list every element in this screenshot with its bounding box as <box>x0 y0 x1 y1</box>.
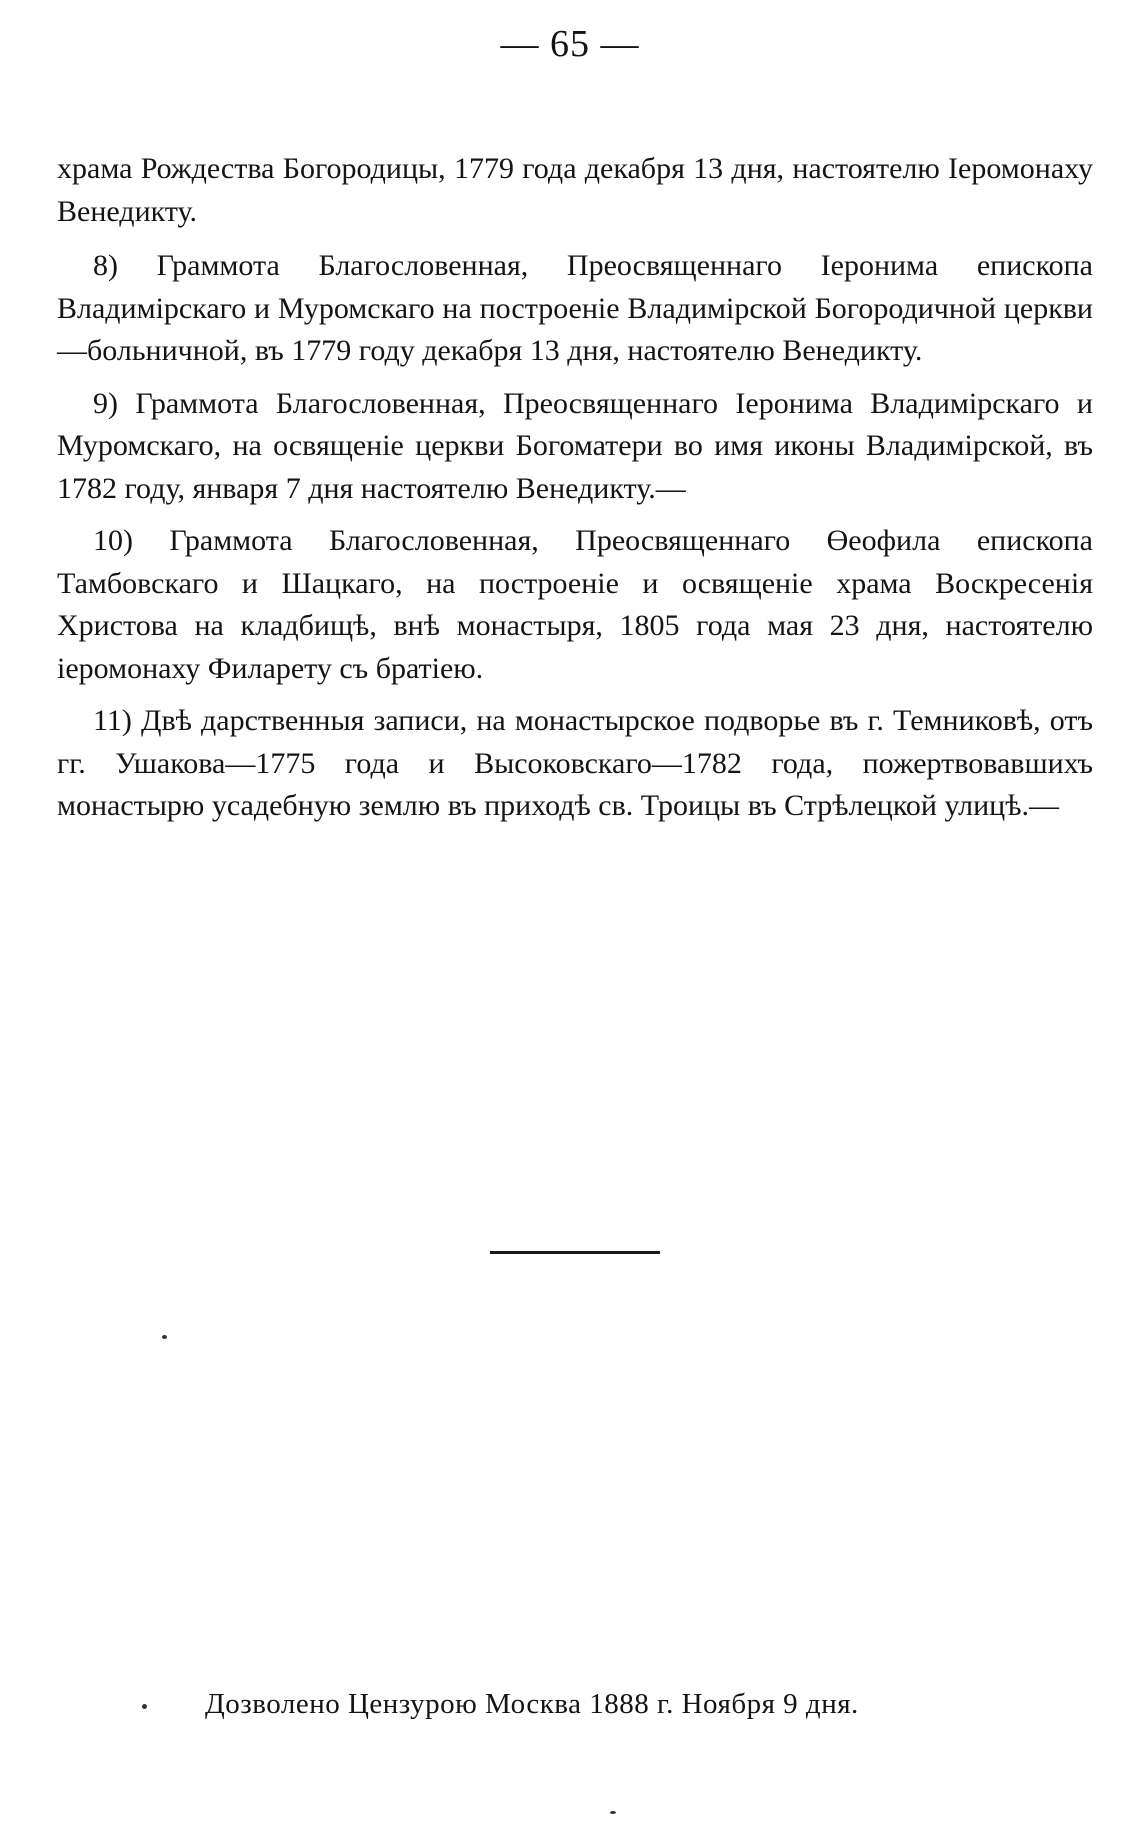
paragraph-item-8: 8) Граммота Благословенная, Преосвященнаго Іеронима епископа Владимірскаго и Муромскаго на построеніе Владимірской Богородичной церкви—больничной, въ 1779 году декабря 13 дня, настоятелю Венедикту. <box>57 249 1093 367</box>
paragraph-item-10: 10) Граммота Благословенная, Преосвященнаго Өеофила епископа Тамбовскаго и Шацкаго, на построеніе и освященіе храма Воскресенія Христова на кладбищѣ, внѣ монастыря, 1805 года мая 23 дня, настоятелю іеромонаху Филарету съ братіею. <box>57 524 1093 685</box>
paragraph-continuation: храма Рождества Богородицы, 1779 года декабря 13 дня, настоятелю Іеромонаху Венедикту. <box>57 152 1093 228</box>
paragraph-item-11: 11) Двѣ дарственныя записи, на монастырское подворье въ г. Темниковѣ, отъ гг. Ушакова—1775 года и Высоковскаго—1782 года, пожертвовавшихъ монастырю усадебную землю въ приходѣ св. Троицы въ Стрѣлецкой улицѣ.— <box>57 704 1093 822</box>
print-speck <box>610 1811 616 1814</box>
page-number: — 65 — <box>500 23 640 65</box>
body-text <box>57 148 1093 838</box>
paragraph-item-9: 9) Граммота Благословенная, Преосвященнаго Іеронима Владимірскаго и Муромскаго, на освященіе церкви Богоматери во имя иконы Владимірской, въ 1782 году, января 7 дня настоятелю Венедикту.— <box>57 386 1093 505</box>
section-divider <box>490 1251 660 1254</box>
censorship-note: Дозволено Цензурою Москва 1888 г. Ноября 9 дня. <box>205 1688 859 1720</box>
print-speck <box>142 1704 147 1709</box>
print-speck <box>162 1335 167 1339</box>
